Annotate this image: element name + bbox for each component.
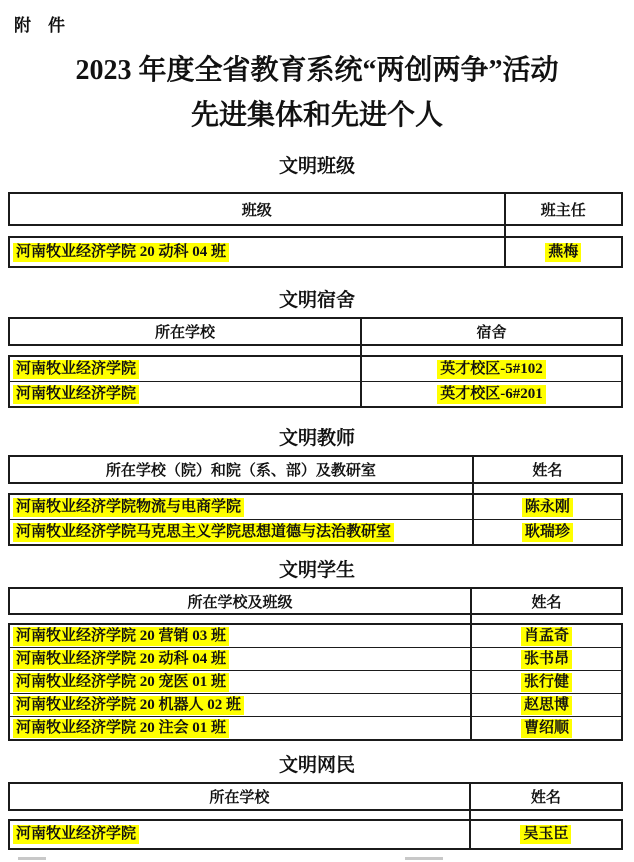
cell-left (10, 671, 472, 693)
award-table (8, 782, 623, 850)
award-section (0, 290, 634, 408)
table-header-body-gap (10, 226, 621, 236)
cell-right (474, 520, 621, 544)
section-heading: 文明教师 (278, 428, 355, 449)
table-row (10, 821, 621, 848)
highlighted-name-text: 耿瑞珍 (522, 523, 573, 542)
cell-right (362, 382, 621, 406)
column-header-right: 班主任 (540, 202, 586, 219)
table-row (10, 716, 621, 739)
table-header-body-gap (10, 346, 621, 355)
section-heading: 文明学生 (278, 560, 355, 581)
cell-right (472, 717, 621, 739)
award-table (8, 587, 623, 741)
highlighted-cell-text: 河南牧业经济学院 20 动科 04 班 (13, 243, 229, 262)
cell-left (10, 382, 362, 406)
highlighted-cell-text: 河南牧业经济学院 (13, 360, 139, 379)
table-row (10, 381, 621, 406)
cell-left (10, 625, 472, 647)
column-header-right: 姓名 (531, 594, 562, 611)
highlighted-cell-text: 河南牧业经济学院物流与电商学院 (13, 498, 244, 517)
highlighted-name-text: 英才校区-6#201 (437, 385, 546, 404)
cell-right (474, 495, 621, 519)
table-body (8, 819, 623, 850)
highlighted-cell-text: 河南牧业经济学院 20 机器人 02 班 (13, 696, 244, 715)
table-row (10, 625, 621, 647)
table-header-row (8, 455, 623, 484)
column-header-left: 所在学校 (10, 784, 471, 809)
table-header-body-gap (10, 484, 621, 493)
sections-container (0, 156, 634, 850)
table-row (10, 693, 621, 716)
table-row (10, 519, 621, 544)
highlighted-name-text: 肖孟奇 (521, 627, 572, 646)
cell-right (362, 357, 621, 381)
cell-left (10, 648, 472, 670)
highlighted-cell-text: 河南牧业经济学院 20 注会 01 班 (13, 719, 229, 738)
table-row (10, 357, 621, 381)
table-body (8, 236, 623, 268)
table-body (8, 493, 623, 546)
highlighted-cell-text: 河南牧业经济学院 (13, 385, 139, 404)
award-table (8, 192, 623, 268)
highlighted-name-text: 吴玉臣 (520, 825, 571, 844)
column-divider-stub (469, 811, 471, 819)
cell-left (10, 821, 471, 848)
highlighted-cell-text: 河南牧业经济学院 20 宠医 01 班 (13, 673, 229, 692)
table-row (10, 647, 621, 670)
column-header-left: 所在学校及班级 (10, 589, 472, 613)
column-divider-stub (504, 226, 506, 236)
column-divider-stub (470, 615, 472, 623)
table-header-row (8, 782, 623, 811)
highlighted-name-text: 赵思博 (521, 696, 572, 715)
highlighted-cell-text: 河南牧业经济学院 20 动科 04 班 (13, 650, 229, 669)
cell-right (472, 625, 621, 647)
table-row (10, 495, 621, 519)
cell-left (10, 495, 474, 519)
cell-left (10, 238, 506, 266)
table-header-body-gap (10, 615, 621, 623)
section-heading: 文明班级 (278, 156, 355, 177)
table-header-row (8, 192, 623, 226)
title-line-1: 2023 年度全省教育系统“两创两争”活动 (75, 55, 559, 86)
cell-left (10, 520, 474, 544)
section-heading: 文明网民 (278, 755, 355, 776)
cell-right (472, 648, 621, 670)
column-divider-stub (360, 346, 362, 355)
highlighted-name-text: 陈永刚 (522, 498, 573, 517)
award-section (0, 560, 634, 741)
award-section (0, 156, 634, 268)
highlighted-name-text: 燕梅 (545, 243, 581, 262)
table-body (8, 623, 623, 741)
highlighted-cell-text: 河南牧业经济学院 20 营销 03 班 (13, 627, 229, 646)
award-section (0, 755, 634, 850)
table-header-row (8, 587, 623, 615)
highlighted-name-text: 曹绍顺 (521, 719, 572, 738)
column-header-left: 班级 (10, 194, 506, 224)
table-body (8, 355, 623, 408)
section-heading: 文明宿舍 (278, 290, 355, 311)
table-header-row (8, 317, 623, 346)
cell-left (10, 694, 472, 716)
cell-right (472, 694, 621, 716)
document-title (10, 48, 624, 138)
cell-right (472, 671, 621, 693)
cell-left (10, 357, 362, 381)
column-divider-stub (472, 484, 474, 493)
table-header-body-gap (10, 811, 621, 819)
table-row (10, 670, 621, 693)
column-header-left: 所在学校 (10, 319, 362, 344)
cell-right (471, 821, 621, 848)
highlighted-name-text: 张书昂 (521, 650, 572, 669)
table-row (10, 238, 621, 266)
column-header-right: 宿舍 (476, 325, 507, 341)
highlighted-cell-text: 河南牧业经济学院 (13, 825, 139, 844)
title-line-2: 先进集体和先进个人 (190, 100, 443, 131)
cell-right (506, 238, 621, 266)
highlighted-cell-text: 河南牧业经济学院马克思主义学院思想道德与法治教研室 (13, 523, 394, 542)
award-section (0, 428, 634, 546)
column-header-right: 姓名 (532, 463, 563, 479)
highlighted-name-text: 英才校区-5#102 (437, 360, 546, 379)
award-table (8, 317, 623, 408)
column-header-right: 姓名 (530, 790, 561, 806)
highlighted-name-text: 张行健 (521, 673, 572, 692)
award-table (8, 455, 623, 546)
column-header-left: 所在学校（院）和院（系、部）及教研室 (10, 457, 474, 482)
clipped-next-row-hint (0, 857, 634, 861)
attachment-label: 附 件 (14, 16, 65, 35)
cell-left (10, 717, 472, 739)
